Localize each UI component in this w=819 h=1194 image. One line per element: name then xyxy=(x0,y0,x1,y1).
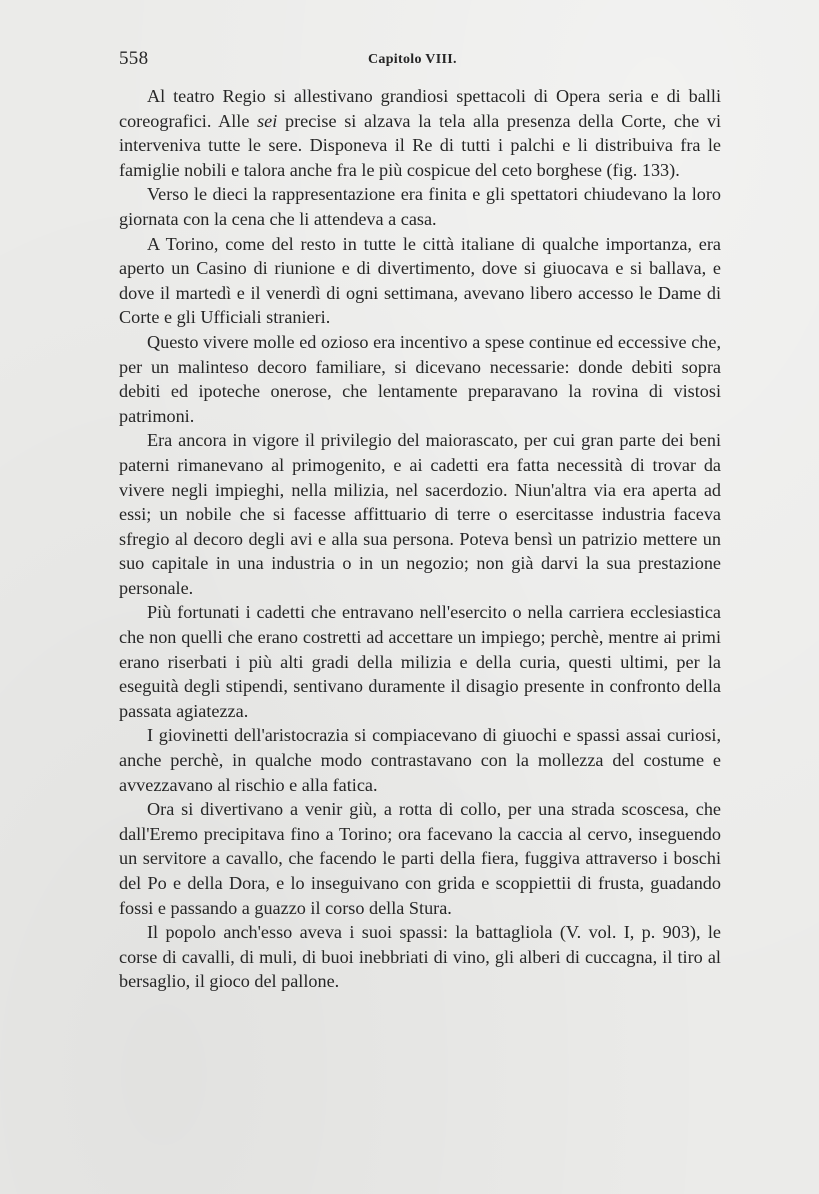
paragraph-4: Questo vivere molle ed ozioso era incentivo a spese continue ed eccessive che, per un malinteso decoro familiare, si dicevano necessarie: donde debiti sopra debiti ed ipoteche onerose, che lentamente preparavano la rovina di vistosi patrimoni. xyxy=(119,331,721,426)
paragraph-1-text-b: precise si alzava la tela alla presenza della Corte, che vi interveniva tutte le sere. Disponeva il Re di tutti i palchi e li distribuiva fra le famiglie nobili e talora anche fra le più cospicue del ceto borghese (fig. 133). xyxy=(119,110,721,180)
paragraph-8: Ora si divertivano a venir giù, a rotta di collo, per una strada scoscesa, che dall'Eremo precipitava fino a Torino; ora facevano la caccia al cervo, inseguendo un servitore a cavallo, che facendo le parti della fiera, fuggiva attraverso i boschi del Po e della Dora, e lo inseguivano con grida e scoppiettii di frusta, guadando fossi e passando a guazzo il corso della Stura. xyxy=(119,799,721,918)
page-number: 558 xyxy=(119,48,149,69)
paragraph-6: Più fortunati i cadetti che entravano nell'esercito o nella carriera ecclesiastica che non quelli che erano costretti ad accettare un impiego; perchè, mentre ai primi erano riserbati i più alti gradi della milizia e della curia, questi ultimi, per la eseguità degli stipendi, sentivano duramente il disagio presente in confronto della passata agiatezza. xyxy=(119,602,721,721)
paragraph-1-text-a: Al teatro Regio si allestivano grandiosi spettacoli di Opera seria e di balli coreografici. Alle xyxy=(119,86,721,131)
paragraph-3: A Torino, come del resto in tutte le città italiane di qualche importanza, era aperto un Casino di riunione e di divertimento, dove si giuocava e si ballava, e dove il martedì e il venerdì di ogni settimana, avevano libero accesso le Dame di Corte e gli Ufficiali stranieri. xyxy=(119,233,721,328)
page-header xyxy=(119,48,719,72)
paragraph-9: Il popolo anch'esso aveva i suoi spassi: la battagliola (V. vol. I, p. 903), le corse di cavalli, di muli, di buoi inebbriati di vino, gli alberi di cuccagna, il tiro al bersaglio, il gioco del pallone. xyxy=(119,922,721,992)
paragraph-7: I giovinetti dell'aristocrazia si compiacevano di giuochi e spassi assai curiosi, anche perchè, in qualche modo contrastavano con la mollezza del costume e avvezzavano al rischio e alla fatica. xyxy=(119,725,721,795)
paragraph-1-italic-word: sei xyxy=(257,110,278,131)
body-text xyxy=(119,84,721,994)
paragraph-5: Era ancora in vigore il privilegio del maiorascato, per cui gran parte dei beni paterni rimanevano al primogenito, e ai cadetti era fatta necessità di trovar da vivere negli impieghi, nella milizia, nel sacerdozio. Niun'altra via era aperta ad essi; un nobile che si facesse affittuario di terre o esercitasse industria faceva sfregio al decoro degli avi e alla sua persona. Poteva bensì un patrizio mettere un suo capitale in una industria o in un negozio; non già darvi la sua prestazione personale. xyxy=(119,430,721,598)
paragraph-2: Verso le dieci la rappresentazione era finita e gli spettatori chiudevano la loro giornata con la cena che li attendeva a casa. xyxy=(119,184,721,229)
paragraph-1 xyxy=(119,84,721,182)
running-head: Capitolo VIII. xyxy=(368,52,457,67)
